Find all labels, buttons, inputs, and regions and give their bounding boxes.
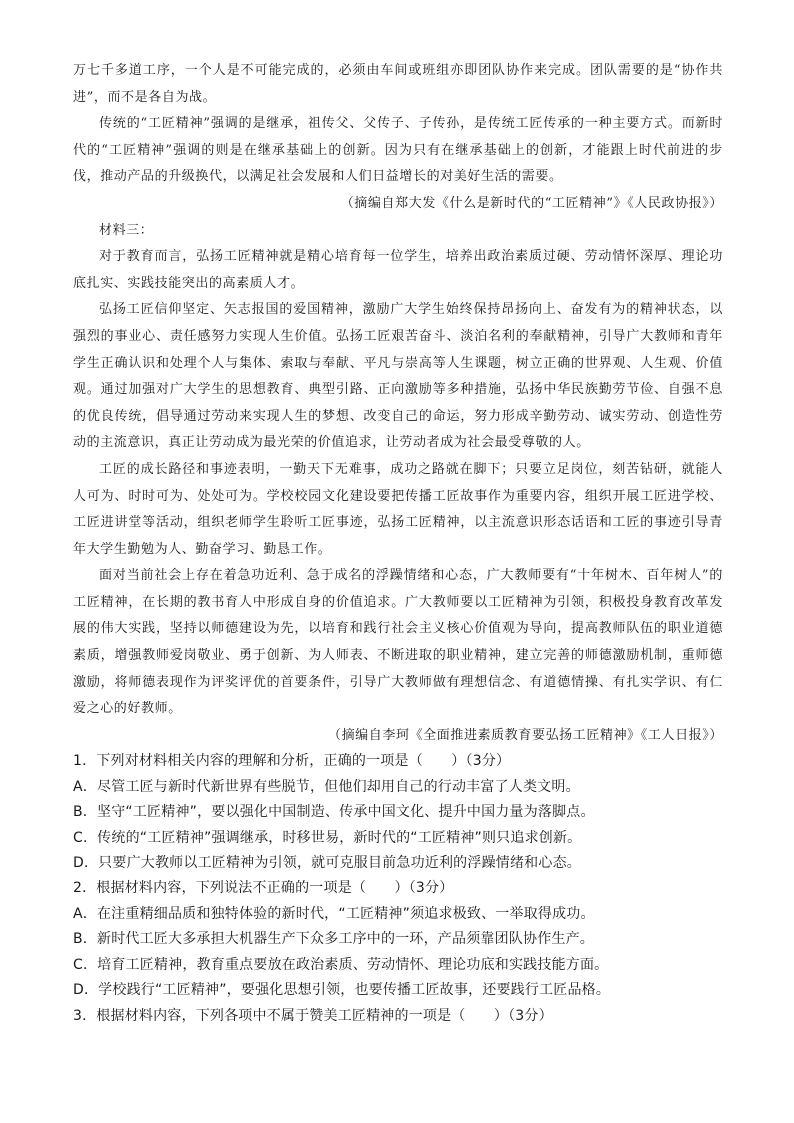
reading-passage bbox=[73, 58, 723, 749]
paragraph-patriotism: 弘扬工匠信仰坚定、矢志报国的爱国精神，激励广大学生始终保持昂扬向上、奋发有为的精神状态，以强烈的事业心、责任感努力实现人生价值。弘扬工匠艰苦奋斗、淡泊名利的奉献精神，引导广大教师和青年学生正确认识和处理个人与集体、索取与奉献、平凡与崇高等人生课题，树立正确的世界观、人生观、价值观。通过加强对广大学生的思想教育、典型引路、正向激励等多种措施，弘扬中华民族勤劳节俭、自强不息的优良传统，倡导通过劳动来实现人生的梦想、改变自己的命运，努力形成辛勤劳动、诚实劳动、创造性劳动的主流意识，真正让劳动成为最光荣的价值追求，让劳动者成为社会最受尊敬的人。 bbox=[73, 302, 723, 451]
question-section bbox=[73, 749, 723, 1028]
source-citation: （摘编自李珂《全面推进素质教育要弘扬工匠精神》《工人日报》） bbox=[327, 727, 723, 743]
answer-option: C．传统的“工匠精神”强调继承，时移世易，新时代的“工匠精神”则只追求创新。 bbox=[73, 829, 582, 846]
exam-page bbox=[73, 58, 723, 1029]
paragraph-continuation: 万七千多道工序，一个人是不可能完成的，必须由车间或班组亦即团队协作来完成。团队需要的是“协作共进”，而不是各自为战。 bbox=[73, 63, 723, 105]
paragraph-growth-path: 工匠的成长路径和事迹表明，一勤天下无难事，成功之路就在脚下；只要立足岗位，刻苦钻研，就能人人可为、时时可为、处处可为。学校校园文化建设要把传播工匠故事作为重要内容，组织开展工匠进学校、工匠进讲堂等活动，组织老师学生聆听工匠事迹，弘扬工匠精神，以主流意识形态话语和工匠的事迹引导青年大学生勤勉为人、勤奋学习、勤恳工作。 bbox=[73, 461, 723, 557]
paragraph-education: 对于教育而言，弘扬工匠精神就是精心培育每一位学生，培养出政治素质过硬、劳动情怀深厚、理论功底扎实、实践技能突出的高素质人才。 bbox=[73, 249, 723, 291]
question-stem: 1．下列对材料相关内容的理解和分析，正确的一项是（ ）（3分） bbox=[73, 753, 511, 770]
answer-option: A．尽管工匠与新时代新世界有些脱节，但他们却用自己的行动丰富了人类文明。 bbox=[73, 778, 580, 795]
answer-option: D．只要广大教师以工匠精神为引领，就可克服目前急功近利的浮躁情绪和心态。 bbox=[73, 855, 581, 872]
source-citation: （摘编自郑大发《什么是新时代的“工匠精神”》《人民政协报》） bbox=[340, 195, 723, 211]
answer-option: D．学校践行“工匠精神”，要强化思想引领，也要传播工匠故事，还要践行工匠品格。 bbox=[73, 982, 611, 999]
answer-option: C．培育工匠精神，教育重点要放在政治素质、劳动情怀、理论功底和实践技能方面。 bbox=[73, 956, 609, 973]
answer-option: B．坚守“工匠精神”，要以强化中国制造、传承中国文化、提升中国力量为落脚点。 bbox=[73, 804, 595, 821]
question-stem: 2．根据材料内容，下列说法不正确的一项是（ ）（3分） bbox=[73, 880, 454, 897]
material-heading: 材料三： bbox=[99, 222, 154, 238]
answer-option: B．新时代工匠大多承担大机器生产下众多工序中的一环，产品须靠团队协作生产。 bbox=[73, 931, 595, 948]
question-stem: 3．根据材料内容，下列各项中不属于赞美工匠精神的一项是（ ）（3分） bbox=[73, 1007, 553, 1024]
paragraph-teachers: 面对当前社会上存在着急功近利、急于成名的浮躁情绪和心态，广大教师要有“十年树木、百年树人”的工匠精神，在长期的教书育人中形成自身的价值追求。广大教师要以工匠精神为引领，积极投身教育改革发展的伟大实践，坚持以师德建设为先，以培育和践行社会主义核心价值观为导向，提高教师队伍的职业道德素质，增强教师爱岗敬业、勇于创新、为人师表、不断进取的职业精神，建立完善的师德激励机制，重师德激励，将师德表现作为评奖评优的首要条件，引导广大教师做有理想信念、有道德情操、有扎实学识、有仁爱之心的好教师。 bbox=[73, 568, 723, 717]
answer-option: A．在注重精细品质和独特体验的新时代，“工匠精神”须追求极致、一举取得成功。 bbox=[73, 905, 595, 922]
paragraph-tradition-innovation: 传统的“工匠精神”强调的是继承，祖传父、父传子、子传孙，是传统工匠传承的一种主要方式。而新时代的“工匠精神”强调的则是在继承基础上的创新。因为只有在继承基础上的创新，才能跟上时代前进的步伐，推动产品的升级换代，以满足社会发展和人们日益增长的对美好生活的需要。 bbox=[73, 116, 723, 185]
